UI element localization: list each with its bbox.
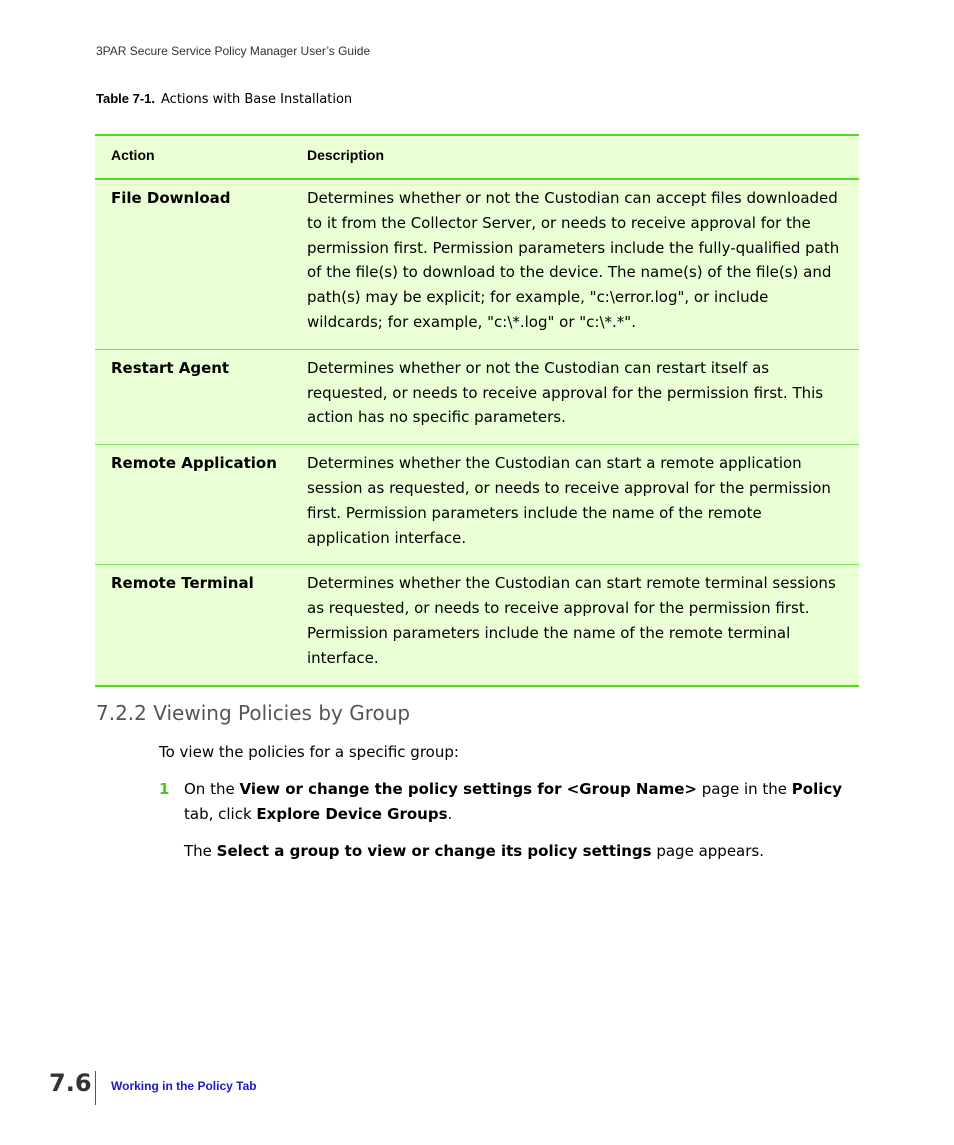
running-header: 3PAR Secure Service Policy Manager User’s Guide (96, 44, 371, 58)
table-row (95, 179, 859, 349)
description-cell: Determines whether the Custodian can start a remote application session as requested, or needs to receive approval for the permission first. Permission parameters include the name of the remote application interface. (307, 445, 859, 565)
page-name-bold: View or change the policy settings for <Group Name> (239, 780, 697, 798)
page-number: 7.6 (49, 1069, 92, 1097)
description-cell: Determines whether or not the Custodian can accept files downloaded to it from the Collector Server, or needs to receive approval for the permission first. Permission parameters include the fully-qualified path of the file(s) to download to the device. The name(s) of the file(s) and path(s) may be explicit; for example, "c:\error.log", or include wildcards; for example, "c:\*.log" or "c:\*.*". (307, 189, 840, 331)
table-row (95, 565, 859, 686)
column-header-description: Description (307, 135, 859, 179)
intro-paragraph: To view the policies for a specific group: (159, 743, 459, 761)
action-cell: Remote Terminal (95, 565, 307, 686)
footer-chapter-title: Working in the Policy Tab (111, 1079, 257, 1093)
command-name-bold: Explore Device Groups (256, 805, 448, 823)
table-caption-number: Table 7-1. (96, 91, 156, 106)
table-caption (96, 91, 352, 107)
table-header-row (95, 135, 859, 179)
action-cell: File Download (111, 189, 231, 207)
table-caption-title: Actions with Base Installation (161, 92, 353, 107)
result-page-name-bold: Select a group to view or change its policy settings (216, 842, 652, 860)
column-header-action: Action (95, 135, 307, 179)
step-number: 1 (159, 780, 170, 798)
description-cell: Determines whether or not the Custodian can restart itself as requested, or needs to receive approval for the permission first. This action has no specific parameters. (307, 349, 859, 444)
action-cell: Remote Application (95, 445, 307, 565)
description-cell: Determines whether the Custodian can start remote terminal sessions as requested, or needs to receive approval for the permission first. Permission parameters include the name of the remote terminal interface. (307, 565, 859, 686)
footer-divider (95, 1071, 96, 1105)
table-row (95, 445, 859, 565)
step-text: On the View or change the policy settings for <Group Name> page in the Policy tab, click Explore Device Groups. (184, 780, 843, 823)
tab-name-bold: Policy (791, 780, 843, 798)
section-heading: 7.2.2 Viewing Policies by Group (96, 701, 411, 725)
result-text: The Select a group to view or change its policy settings page appears. (184, 842, 764, 860)
table-row (95, 349, 859, 444)
action-cell: Restart Agent (95, 349, 307, 444)
actions-table (95, 134, 859, 687)
